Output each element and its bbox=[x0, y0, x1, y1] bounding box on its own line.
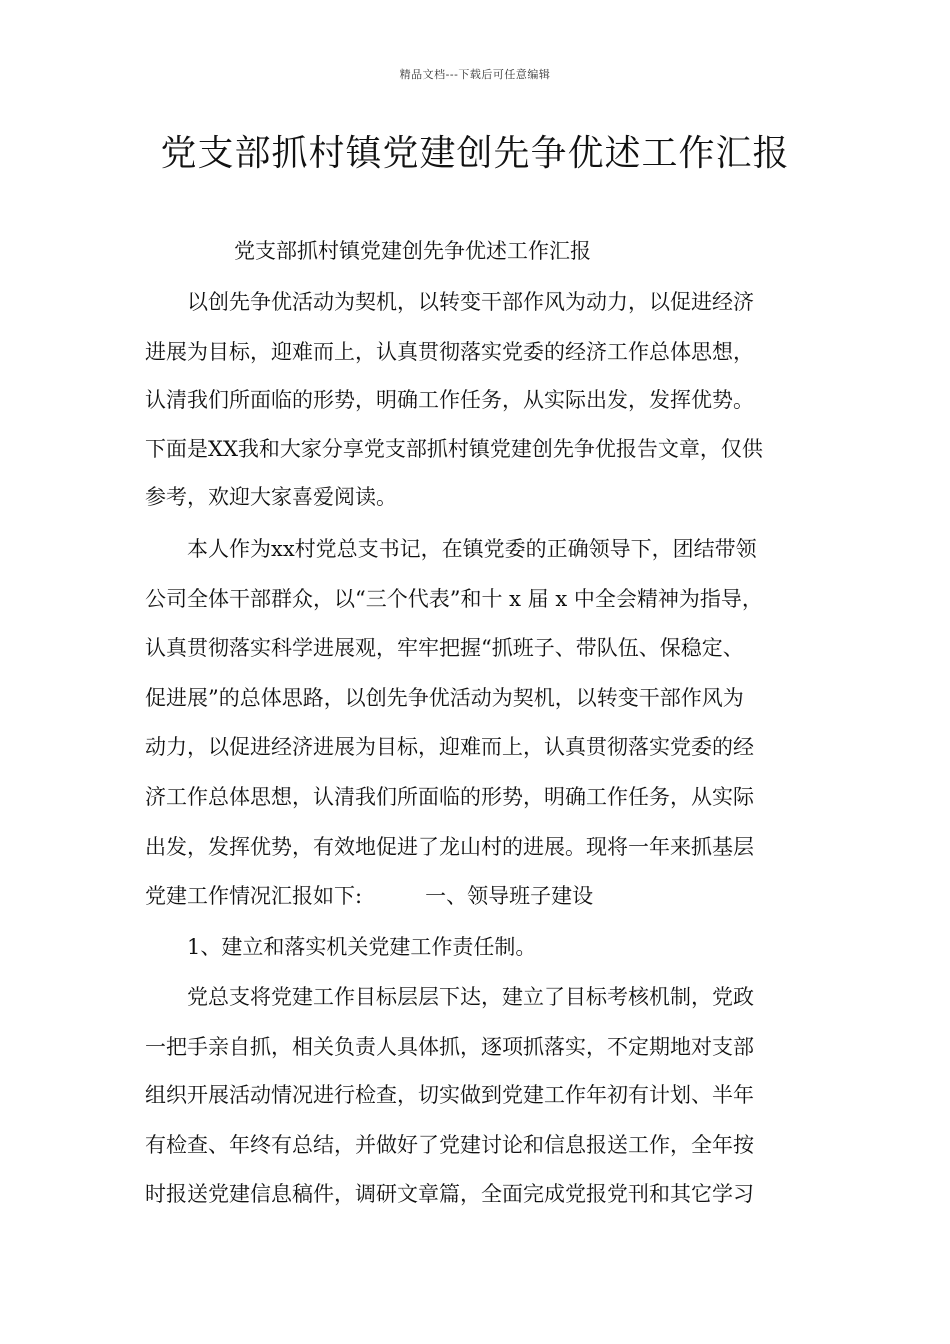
body-line: 动力，以促进经济进展为目标，迎难而上，认真贯彻落实党委的经 bbox=[145, 735, 754, 759]
body-line: 公司全体干部群众，以“三个代表”和十 x 届 x 中全会精神为指导， bbox=[145, 587, 763, 611]
body-line: 时报送党建信息稿件，调研文章篇，全面完成党报党刊和其它学习 bbox=[145, 1182, 754, 1206]
body-line: 以创先争优活动为契机，以转变干部作风为动力，以促进经济 bbox=[187, 290, 754, 314]
body-line: 组织开展活动情况进行检查，切实做到党建工作年初有计划、半年 bbox=[145, 1083, 754, 1107]
body-line: 本人作为xx村党总支书记，在镇党委的正确领导下，团结带领 bbox=[187, 537, 757, 561]
body-line: 认清我们所面临的形势，明确工作任务，从实际出发，发挥优势。 bbox=[145, 388, 754, 412]
document-subtitle: 党支部抓村镇党建创先争优述工作汇报 bbox=[234, 239, 591, 263]
body-line: 一把手亲自抓，相关负责人具体抓，逐项抓落实，不定期地对支部 bbox=[145, 1035, 754, 1059]
document-title: 党支部抓村镇党建创先争优述工作汇报 bbox=[160, 133, 790, 174]
body-line: 促进展”的总体思路，以创先争优活动为契机，以转变干部作风为 bbox=[145, 686, 744, 710]
body-line: 认真贯彻落实科学进展观，牢牢把握“抓班子、带队伍、保稳定、 bbox=[145, 636, 744, 660]
header-note: 精品文档---下载后可任意编辑 bbox=[399, 68, 551, 81]
body-line: 参考，欢迎大家喜爱阅读。 bbox=[145, 485, 397, 509]
body-line: 进展为目标，迎难而上，认真贯彻落实党委的经济工作总体思想， bbox=[145, 340, 754, 364]
body-line: 济工作总体思想，认清我们所面临的形势，明确工作任务，从实际 bbox=[145, 785, 754, 809]
body-line: 有检查、年终有总结，并做好了党建讨论和信息报送工作，全年按 bbox=[145, 1133, 754, 1157]
body-line: 党建工作情况汇报如下: 一、领导班子建设 bbox=[145, 884, 594, 908]
body-line: 出发，发挥优势，有效地促进了龙山村的进展。现将一年来抓基层 bbox=[145, 835, 754, 859]
section-heading: 1、建立和落实机关党建工作责任制。 bbox=[187, 935, 537, 959]
body-line: 党总支将党建工作目标层层下达，建立了目标考核机制，党政 bbox=[187, 985, 754, 1009]
body-line: 下面是XX我和大家分享党支部抓村镇党建创先争优报告文章，仅供 bbox=[145, 437, 763, 461]
